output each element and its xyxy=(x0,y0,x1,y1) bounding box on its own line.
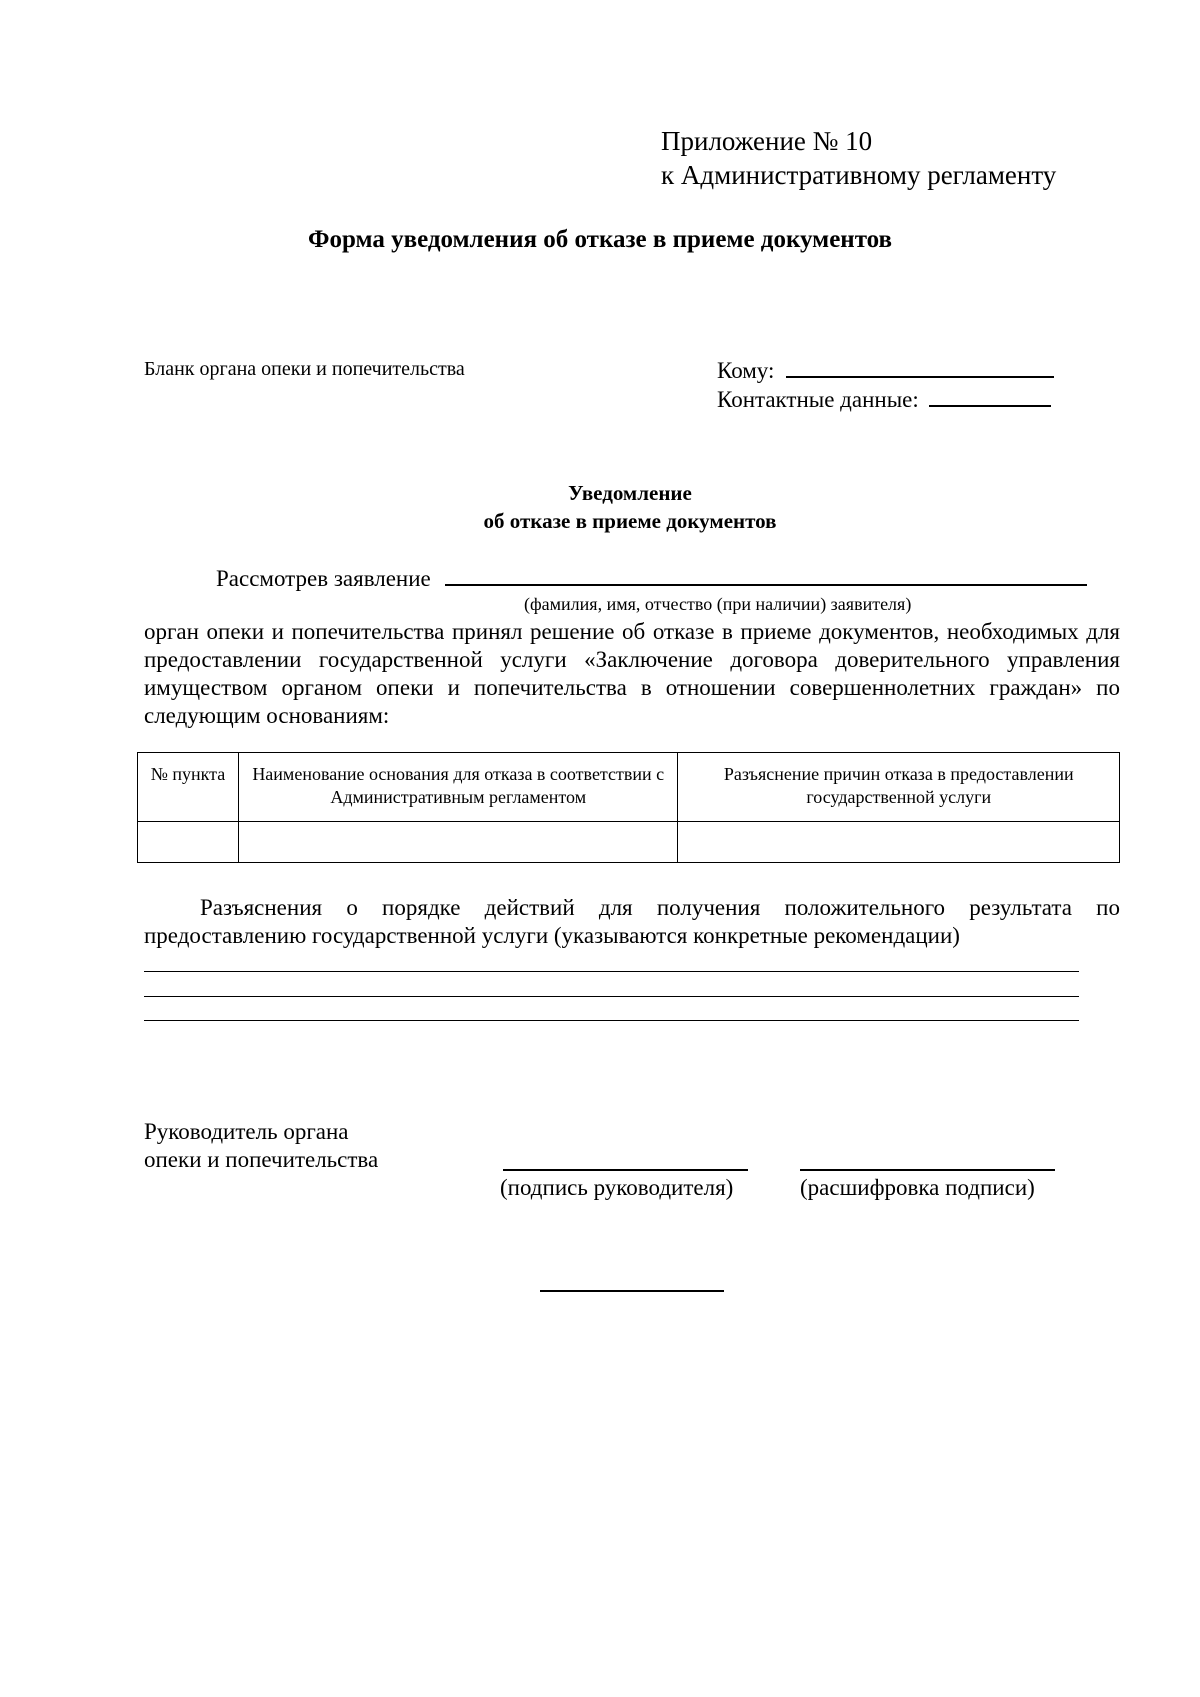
table-row xyxy=(138,822,1120,863)
clarification-line[interactable] xyxy=(144,1020,1079,1021)
appendix-reference: к Административному регламенту xyxy=(661,160,1057,190)
considered-application-label: Рассмотрев заявление xyxy=(216,566,431,591)
table-cell[interactable] xyxy=(238,822,678,863)
recipient-block xyxy=(717,356,1054,414)
head-role-line2: опеки и попечительства xyxy=(144,1147,379,1172)
recipient-contacts-label: Контактные данные: xyxy=(717,387,919,412)
appendix-number: Приложение № 10 xyxy=(661,126,873,156)
notice-title-line2: об отказе в приеме документов xyxy=(483,509,777,533)
date-line[interactable] xyxy=(540,1290,724,1292)
clarification-line[interactable] xyxy=(144,996,1079,997)
table-header-cell: Разъяснение причин отказа в предоставлении государственной услуги xyxy=(678,753,1120,822)
authority-blank-label: Бланк органа опеки и попечительства xyxy=(144,358,465,380)
form-title: Форма уведомления об отказе в приеме документов xyxy=(307,226,893,253)
table-cell[interactable] xyxy=(678,822,1120,863)
appendix-header xyxy=(661,124,1056,192)
notice-title xyxy=(0,479,1200,535)
fio-hint: (фамилия, имя, отчество (при наличии) заявителя) xyxy=(524,594,912,614)
table-header-row xyxy=(138,753,1120,822)
recipient-contacts-row xyxy=(717,385,1054,414)
signature-line[interactable] xyxy=(503,1169,748,1171)
signature-decode-line[interactable] xyxy=(800,1169,1055,1171)
notice-title-line1: Уведомление xyxy=(568,481,692,505)
recipient-to-field[interactable] xyxy=(786,358,1054,378)
considered-application-row xyxy=(216,566,1087,592)
recipient-to-row xyxy=(717,356,1054,385)
table-cell[interactable] xyxy=(138,822,239,863)
applicant-fio-field[interactable] xyxy=(445,566,1087,586)
recipient-to-label: Кому: xyxy=(717,358,775,383)
table-header-cell: № пункта xyxy=(138,753,239,822)
head-role-line1: Руководитель органа xyxy=(144,1119,349,1144)
signature-decode-label: (расшифровка подписи) xyxy=(800,1175,1035,1200)
clarification-line[interactable] xyxy=(144,971,1079,972)
signature-label: (подпись руководителя) xyxy=(500,1175,734,1200)
head-role xyxy=(144,1118,378,1174)
recipient-contacts-field[interactable] xyxy=(929,387,1051,407)
table-header-cell: Наименование основания для отказа в соответствии с Административным регламентом xyxy=(238,753,678,822)
decision-paragraph: орган опеки и попечительства принял решение об отказе в приеме документов, необходимых для предоставлении государственной услуги «Заключение договора доверительного управления имуществом органом опеки и попечительства в отношении совершеннолетних граждан» по следующим основаниям: xyxy=(144,619,1120,728)
clarification-paragraph: Разъяснения о порядке действий для получения положительного результата по предоставлению государственной услуги (указываются конкретные рекомендации) xyxy=(144,895,1120,948)
refusal-reasons-table xyxy=(137,752,1120,863)
